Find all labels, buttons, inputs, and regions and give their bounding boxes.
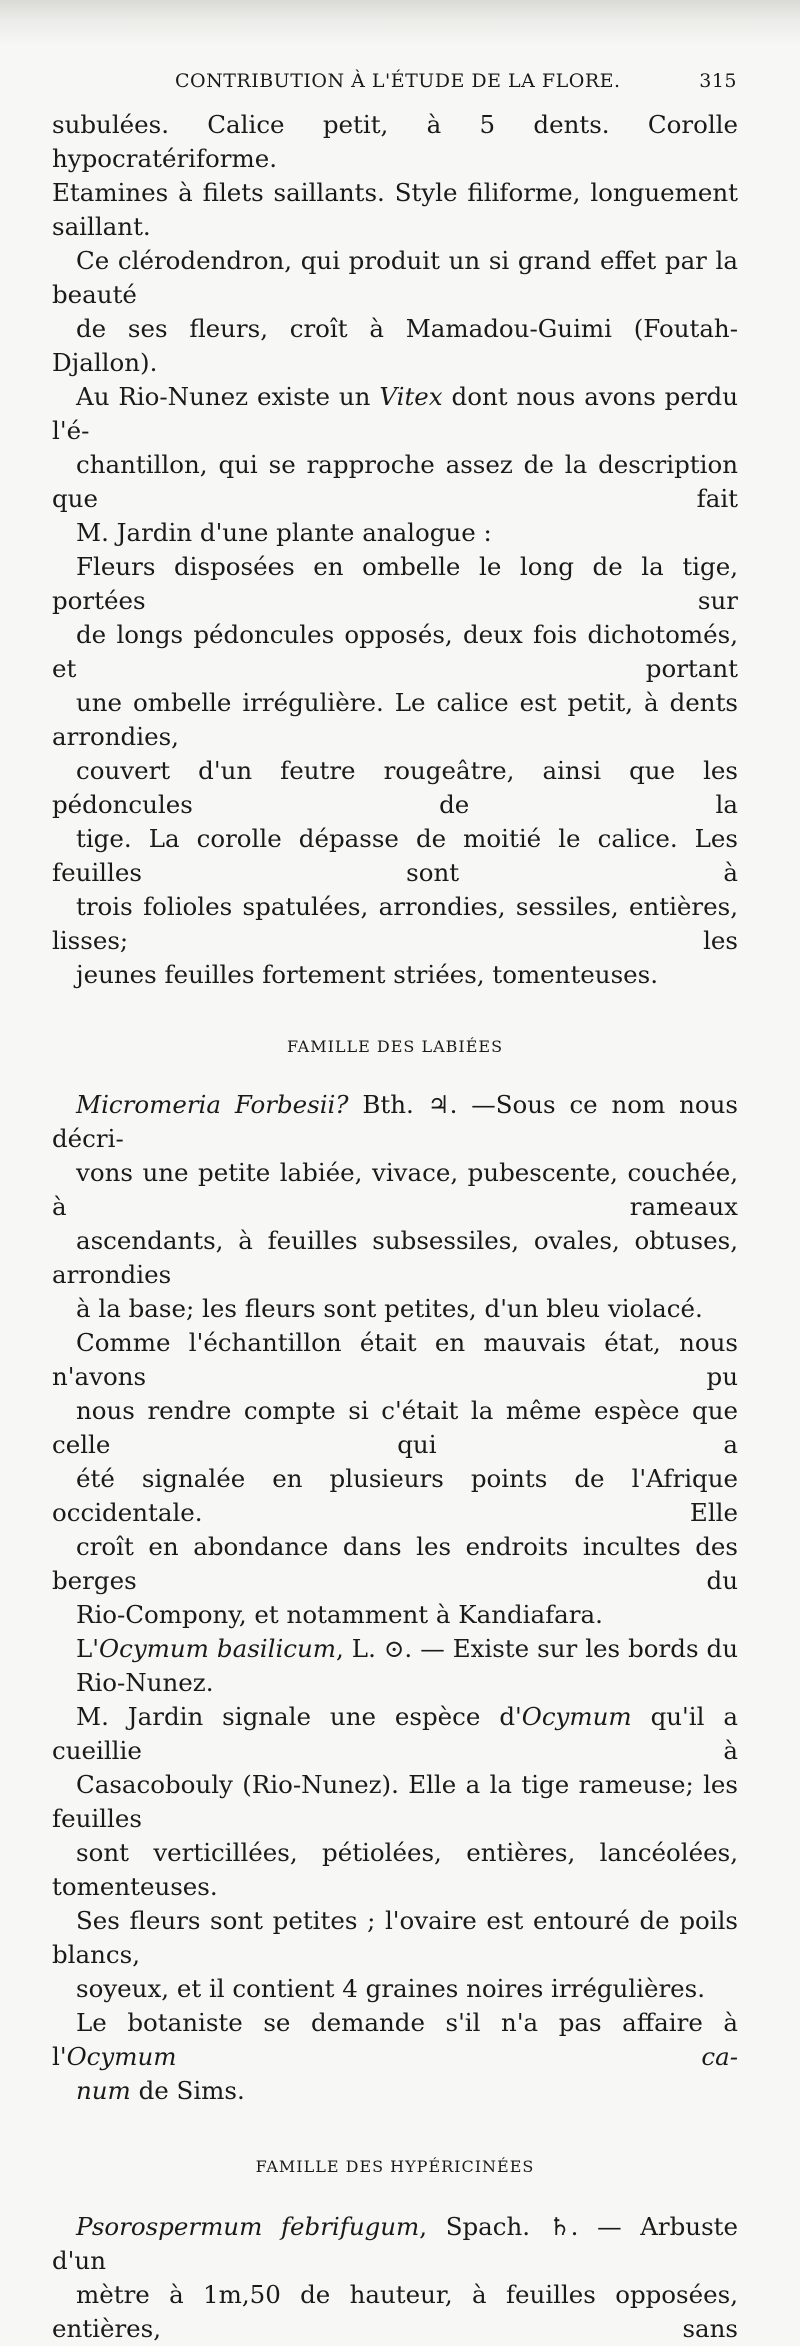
text-run: . — Existe sur les bords du (404, 1634, 738, 1663)
species-name: Vitex (379, 382, 443, 411)
text-run: de Sims. (130, 2076, 245, 2105)
text-line: trois folioles spatulées, arrondies, sessiles, entières, lisses; les (52, 892, 738, 955)
text-run: Au Rio-Nunez existe un (76, 382, 380, 411)
annual-symbol-icon: ⊙ (383, 1634, 405, 1663)
text-line: Casacobouly (Rio-Nunez). Elle a la tige rameuse; les feuilles (52, 1770, 738, 1833)
text-line: à la base; les fleurs sont petites, d'un bleu violacé. (76, 1294, 703, 1323)
text-line: Fleurs disposées en ombelle le long de la tige, portées sur (52, 552, 738, 615)
author-abbrev: , Spach. (419, 2212, 549, 2241)
text-line: chantillon, qui se rapproche assez de la description que fait (52, 450, 738, 513)
text-run: . — Arbuste d'un (52, 2212, 738, 2275)
author-abbrev: , L. (336, 1634, 384, 1663)
text-line: croît en abondance dans les endroits incultes des berges du (52, 1532, 738, 1595)
text-run: dont nous avons perdu l'é- (52, 382, 739, 445)
shrub-symbol-icon: ♄ (548, 2212, 571, 2241)
text-line: été signalée en plusieurs points de l'Afrique occidentale. Elle (52, 1464, 738, 1527)
author-abbrev: Bth. (348, 1090, 428, 1119)
species-name: Ocymum ca- (66, 2042, 738, 2071)
text-run: M. Jardin signale une espèce d' (76, 1702, 522, 1731)
text-line: Ses fleurs sont petites ; l'ovaire est entouré de poils blancs, (52, 1906, 738, 1969)
paragraph-clerodendron (52, 244, 738, 380)
text-line (52, 2074, 738, 2108)
species-name: num (76, 2076, 131, 2105)
text-line: une ombelle irrégulière. Le calice est petit, à dents arrondies, (52, 688, 738, 751)
text-line: Ce clérodendron, qui produit un si grand effet par la beauté (52, 246, 738, 309)
page-top-edge (0, 0, 800, 46)
text-line (52, 1632, 738, 1666)
text-line: soyeux, et il contient 4 graines noires irrégulières. (76, 1974, 706, 2003)
text-run: . —Sous ce nom nous décri- (52, 1090, 738, 1153)
paragraph-psorospermum (52, 2210, 738, 2346)
text-line (52, 380, 738, 448)
page-body (52, 108, 738, 2346)
text-line: de ses fleurs, croît à Mamadou-Guimi (Foutah-Djallon). (52, 314, 738, 377)
paragraph-echantillon (52, 1326, 738, 1632)
text-line: Rio-Compony, et notamment à Kandiafara. (76, 1600, 603, 1629)
text-line: Rio-Nunez. (76, 1668, 214, 1697)
text-line: Comme l'échantillon était en mauvais état, nous n'avons pu (52, 1328, 738, 1391)
section-heading-hypericinees: FAMILLE DES HYPÉRICINÉES (255, 2157, 535, 2176)
text-line (52, 1088, 738, 1156)
paragraph-vitex (52, 380, 738, 550)
text-line: jeunes feuilles fortement striées, tomenteuses. (76, 960, 659, 989)
text-line: tige. La corolle dépasse de moitié le calice. Les feuilles sont à (52, 824, 738, 887)
text-line: nous rendre compte si c'était la même espèce que celle qui a (52, 1396, 738, 1459)
text-line (52, 1700, 738, 1768)
text-line: subulées. Calice petit, à 5 dents. Corolle hypocratériforme. (52, 110, 738, 173)
paragraph-description (52, 550, 738, 992)
perennial-symbol-icon: ♃ (427, 1090, 450, 1119)
text-line: M. Jardin d'une plante analogue : (76, 518, 492, 547)
paragraph-ocymum-basilicum (52, 1632, 738, 1700)
paragraph-botaniste (52, 2006, 738, 2108)
text-line (52, 2006, 738, 2074)
section-heading-labiees: FAMILLE DES LABIÉES (286, 1037, 504, 1056)
species-name: Psorospermum febrifugum (76, 2212, 420, 2241)
text-run: qu'il a cueillie à (52, 1702, 738, 1765)
page-number: 315 (699, 70, 737, 92)
running-title: CONTRIBUTION À L'ÉTUDE DE LA FLORE. (175, 70, 621, 92)
text-line: vons une petite labiée, vivace, pubescente, couchée, à rameaux (52, 1158, 738, 1221)
paragraph-ocymum-jardin (52, 1700, 738, 2006)
text-line: de longs pédoncules opposés, deux fois dichotomés, et portant (52, 620, 738, 683)
species-name: Ocymum basilicum (99, 1634, 337, 1663)
text-line: ascendants, à feuilles subsessiles, ovales, obtuses, arrondies (52, 1226, 738, 1289)
text-line: couvert d'un feutre rougeâtre, ainsi que les pédoncules de la (52, 756, 738, 819)
species-name: Ocymum (521, 1702, 632, 1731)
text-line: Etamines à filets saillants. Style filiforme, longuement saillant. (52, 178, 738, 241)
paragraph-micromeria (52, 1088, 738, 1326)
text-line (52, 2210, 738, 2278)
paragraph-calice (52, 108, 738, 244)
text-line: sont verticillées, pétiolées, entières, lancéolées, tomenteuses. (52, 1838, 738, 1901)
text-run: L' (76, 1634, 100, 1663)
text-line: mètre à 1m,50 de hauteur, à feuilles opposées, entières, sans (52, 2280, 738, 2343)
species-name: Micromeria Forbesii? (76, 1090, 349, 1119)
text-run: Le botaniste se demande s'il n'a pas affaire à l' (52, 2008, 738, 2071)
